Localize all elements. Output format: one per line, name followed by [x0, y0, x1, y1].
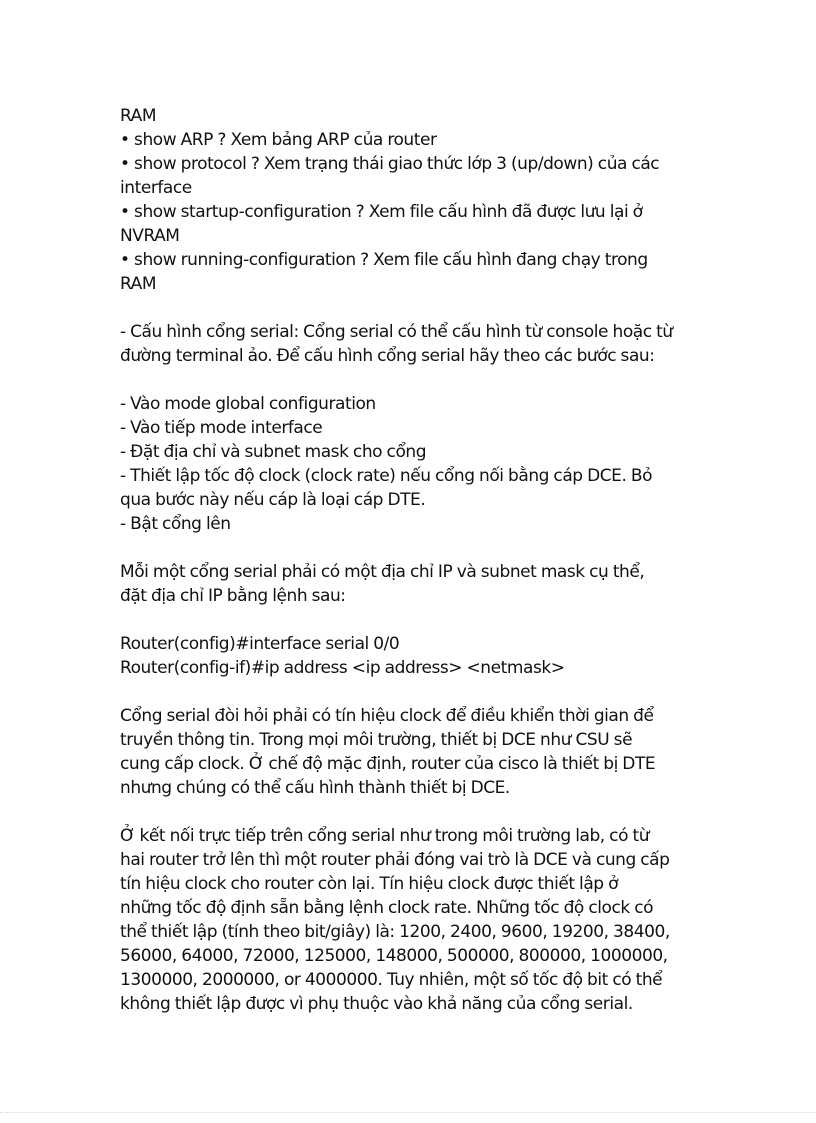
paragraph-gap: [120, 368, 720, 392]
text-line: Ở kết nối trực tiếp trên cổng serial như trong môi trường lab, có từ: [120, 826, 650, 846]
text-line: cung cấp clock. Ở chế độ mặc định, router của cisco là thiết bị DTE: [120, 754, 656, 774]
text-line: - Vào tiếp mode interface: [120, 418, 323, 438]
text-line: truyền thông tin. Trong mọi môi trường, thiết bị DCE như CSU sẽ: [120, 730, 633, 750]
text-line: - Vào mode global configuration: [120, 394, 376, 414]
text-line: tín hiệu clock cho router còn lại. Tín hiệu clock được thiết lập ở: [120, 874, 619, 894]
text-line: - Thiết lập tốc độ clock (clock rate) nếu cổng nối bằng cáp DCE. Bỏ: [120, 466, 653, 486]
text-line: - Đặt địa chỉ và subnet mask cho cổng: [120, 442, 427, 462]
text-line: 56000, 64000, 72000, 125000, 148000, 500000, 800000, 1000000,: [120, 946, 668, 966]
document-body: [120, 104, 720, 1016]
text-line: • show startup-configuration ? Xem file cấu hình đã được lưu lại ở: [120, 202, 643, 222]
text-line: Router(config)#interface serial 0/0: [120, 634, 400, 654]
text-line: Cổng serial đòi hỏi phải có tín hiệu clock để điều khiển thời gian để: [120, 706, 654, 726]
paragraph-gap: [120, 800, 720, 824]
text-line: nhưng chúng có thể cấu hình thành thiết bị DCE.: [120, 778, 510, 798]
paragraph-gap: [120, 536, 720, 560]
text-line: - Bật cổng lên: [120, 514, 231, 534]
paragraph-gap: [120, 296, 720, 320]
text-line: đặt địa chỉ IP bằng lệnh sau:: [120, 586, 346, 606]
text-line: không thiết lập được vì phụ thuộc vào khả năng của cổng serial.: [120, 994, 633, 1014]
paragraph-gap: [120, 608, 720, 632]
text-line: hai router trở lên thì một router phải đóng vai trò là DCE và cung cấp: [120, 850, 670, 870]
text-line: RAM: [120, 274, 157, 294]
text-line: NVRAM: [120, 226, 180, 246]
text-line: interface: [120, 178, 192, 198]
text-line: những tốc độ định sẵn bằng lệnh clock rate. Những tốc độ clock có: [120, 898, 654, 918]
text-line: thể thiết lập (tính theo bit/giây) là: 1200, 2400, 9600, 19200, 38400,: [120, 922, 670, 942]
text-line: • show ARP ? Xem bảng ARP của router: [120, 130, 437, 150]
text-line: qua bước này nếu cáp là loại cáp DTE.: [120, 490, 426, 510]
text-line: đường terminal ảo. Để cấu hình cổng serial hãy theo các bước sau:: [120, 346, 655, 366]
text-line: • show protocol ? Xem trạng thái giao thức lớp 3 (up/down) của các: [120, 154, 660, 174]
text-line: Mỗi một cổng serial phải có một địa chỉ IP và subnet mask cụ thể,: [120, 562, 645, 582]
text-line: RAM: [120, 106, 157, 126]
page-bottom-divider: [0, 1112, 816, 1113]
text-line: Router(config-if)#ip address <ip address> <netmask>: [120, 658, 565, 678]
text-line: • show running-configuration ? Xem file cấu hình đang chạy trong: [120, 250, 648, 270]
text-line: - Cấu hình cổng serial: Cổng serial có thể cấu hình từ console hoặc từ: [120, 322, 673, 342]
paragraph-gap: [120, 680, 720, 704]
text-line: 1300000, 2000000, or 4000000. Tuy nhiên, một số tốc độ bit có thể: [120, 970, 663, 990]
